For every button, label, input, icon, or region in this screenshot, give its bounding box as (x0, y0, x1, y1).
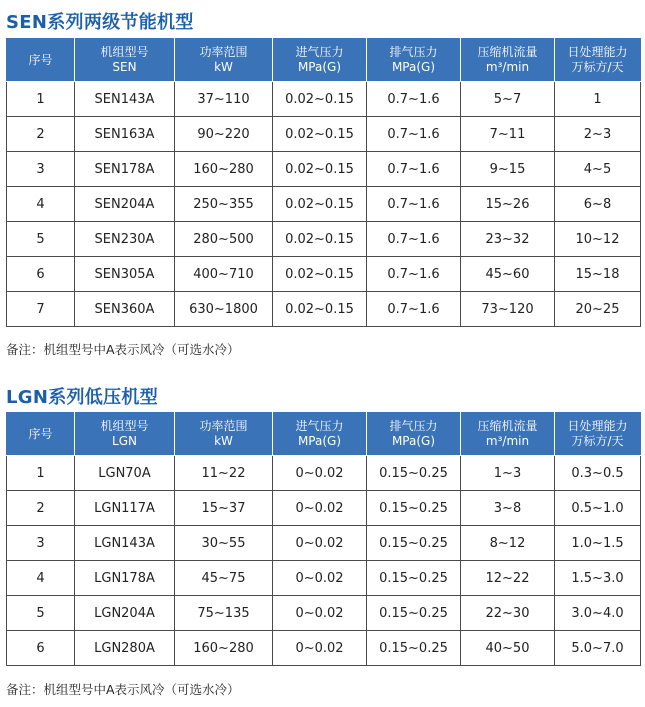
table-cell: LGN70A (75, 456, 175, 491)
table-cell: 0.15~0.25 (367, 596, 461, 631)
column-header (273, 39, 367, 82)
table-cell: 2 (7, 491, 75, 526)
column-header-line: 排气压力 (389, 419, 438, 433)
table-cell: SEN305A (75, 257, 175, 292)
table-cell: 10~12 (555, 222, 641, 257)
table-body (7, 82, 641, 327)
table-cell: LGN204A (75, 596, 175, 631)
table-cell: 4 (7, 187, 75, 222)
table-cell: 0.7~1.6 (367, 187, 461, 222)
table-cell: 90~220 (175, 117, 273, 152)
table-cell: 75~135 (175, 596, 273, 631)
column-header-line: kW (214, 434, 233, 448)
table-cell: 0~0.02 (273, 491, 367, 526)
table-cell: 7 (7, 292, 75, 327)
table-cell: 0.15~0.25 (367, 526, 461, 561)
table-cell: 22~30 (461, 596, 555, 631)
table-cell: SEN204A (75, 187, 175, 222)
table-cell: 0.5~1.0 (555, 491, 641, 526)
table-cell: 0.02~0.15 (273, 257, 367, 292)
table-cell: 0.02~0.15 (273, 152, 367, 187)
table-row (7, 456, 641, 491)
table-cell: 0~0.02 (273, 561, 367, 596)
footnote-lgn: 备注：机组型号中A表示风冷（可选水冷） (6, 682, 240, 697)
column-header (367, 413, 461, 456)
table-cell: SEN360A (75, 292, 175, 327)
column-header-line: LGN (112, 434, 137, 448)
table-cell: 9~15 (461, 152, 555, 187)
table-cell: LGN280A (75, 631, 175, 666)
table-cell: 3 (7, 526, 75, 561)
table-row (7, 257, 641, 292)
column-header (555, 39, 641, 82)
column-header-line: 机组型号 (100, 419, 149, 433)
column-header (75, 413, 175, 456)
table-cell: 0.3~0.5 (555, 456, 641, 491)
table-cell: 0.15~0.25 (367, 456, 461, 491)
table-cell: 0.02~0.15 (273, 187, 367, 222)
table-cell: SEN163A (75, 117, 175, 152)
column-header-line: MPa(G) (297, 434, 342, 448)
table-cell: 0.7~1.6 (367, 152, 461, 187)
table-cell: 15~26 (461, 187, 555, 222)
table-cell: 37~110 (175, 82, 273, 117)
table-cell: 1.0~1.5 (555, 526, 641, 561)
table-cell: 6~8 (555, 187, 641, 222)
column-header (461, 39, 555, 82)
table-cell: 0~0.02 (273, 526, 367, 561)
table-cell: 160~280 (175, 631, 273, 666)
table-cell: LGN117A (75, 491, 175, 526)
table-cell: 1 (555, 82, 641, 117)
column-header-line: 压缩机流量 (477, 45, 538, 59)
table-cell: 5 (7, 222, 75, 257)
table-cell: 4 (7, 561, 75, 596)
table-cell: SEN143A (75, 82, 175, 117)
column-header-line: 功率范围 (199, 419, 248, 433)
table-cell: 0.15~0.25 (367, 631, 461, 666)
spec-table-sen (6, 38, 641, 327)
table-cell: 5~7 (461, 82, 555, 117)
table-cell: 400~710 (175, 257, 273, 292)
table-row (7, 491, 641, 526)
table-cell: 73~120 (461, 292, 555, 327)
table-cell: 0~0.02 (273, 456, 367, 491)
column-header-line: 功率范围 (199, 45, 248, 59)
column-header-line: 日处理能力 (567, 45, 628, 59)
column-header (175, 39, 273, 82)
spec-table-lgn (6, 412, 641, 666)
table-row (7, 631, 641, 666)
column-header-line: 序号 (28, 426, 53, 441)
column-header-line: SEN (112, 60, 137, 74)
table-cell: 5.0~7.0 (555, 631, 641, 666)
table-cell: 7~11 (461, 117, 555, 152)
table-cell: 45~75 (175, 561, 273, 596)
table-cell: 8~12 (461, 526, 555, 561)
column-header-line: 进气压力 (295, 45, 344, 59)
table-cell: 20~25 (555, 292, 641, 327)
table-cell: 0.7~1.6 (367, 117, 461, 152)
table-row (7, 561, 641, 596)
table-cell: 0.15~0.25 (367, 561, 461, 596)
table-cell: 0.7~1.6 (367, 222, 461, 257)
table-cell: 6 (7, 631, 75, 666)
column-header (175, 413, 273, 456)
table-cell: 0.7~1.6 (367, 82, 461, 117)
column-header-line: 日处理能力 (567, 419, 628, 433)
column-header (273, 413, 367, 456)
table-row (7, 152, 641, 187)
table-row (7, 222, 641, 257)
column-header (7, 413, 75, 456)
column-header-line: 进气压力 (295, 419, 344, 433)
footnote-sen: 备注：机组型号中A表示风冷（可选水冷） (6, 342, 240, 357)
table-header (7, 39, 641, 82)
table-cell: 1 (7, 82, 75, 117)
table-cell: 0.02~0.15 (273, 292, 367, 327)
column-header-line: MPa(G) (391, 434, 436, 448)
column-header-line: kW (214, 60, 233, 74)
table-cell: 0.02~0.15 (273, 222, 367, 257)
table-header (7, 413, 641, 456)
table-cell: SEN178A (75, 152, 175, 187)
table-cell: 0.7~1.6 (367, 292, 461, 327)
column-header-line: 机组型号 (100, 45, 149, 59)
column-header (555, 413, 641, 456)
section-title-lgn: LGN系列低压机型 (6, 387, 159, 408)
table-cell: 30~55 (175, 526, 273, 561)
table-cell: SEN230A (75, 222, 175, 257)
column-header (75, 39, 175, 82)
table-cell: 15~37 (175, 491, 273, 526)
table-row (7, 596, 641, 631)
table-row (7, 526, 641, 561)
table-cell: 0.7~1.6 (367, 257, 461, 292)
table-cell: 11~22 (175, 456, 273, 491)
table-cell: 3 (7, 152, 75, 187)
table-cell: LGN178A (75, 561, 175, 596)
table-cell: LGN143A (75, 526, 175, 561)
column-header-line: 序号 (28, 52, 53, 67)
table-cell: 1~3 (461, 456, 555, 491)
table-row (7, 292, 641, 327)
header-row (7, 39, 641, 82)
table-cell: 0.02~0.15 (273, 82, 367, 117)
column-header-line: m³/min (485, 434, 530, 448)
table-cell: 2~3 (555, 117, 641, 152)
table-cell: 3.0~4.0 (555, 596, 641, 631)
column-header-line: 压缩机流量 (477, 419, 538, 433)
column-header-line: m³/min (485, 60, 530, 74)
table-cell: 0~0.02 (273, 596, 367, 631)
column-header-line: MPa(G) (297, 60, 342, 74)
column-header (7, 39, 75, 82)
table-cell: 0.02~0.15 (273, 117, 367, 152)
table-cell: 5 (7, 596, 75, 631)
table-cell: 45~60 (461, 257, 555, 292)
table-row (7, 187, 641, 222)
table-cell: 630~1800 (175, 292, 273, 327)
table-row (7, 117, 641, 152)
table-body (7, 456, 641, 666)
column-header-line: 万标方/天 (571, 434, 624, 448)
table-cell: 1 (7, 456, 75, 491)
column-header-line: 万标方/天 (571, 60, 624, 74)
column-header (367, 39, 461, 82)
header-row (7, 413, 641, 456)
table-row (7, 82, 641, 117)
section-title-sen: SEN系列两级节能机型 (6, 12, 194, 33)
table-cell: 12~22 (461, 561, 555, 596)
column-header-line: MPa(G) (391, 60, 436, 74)
column-header-line: 排气压力 (389, 45, 438, 59)
table-cell: 160~280 (175, 152, 273, 187)
table-cell: 2 (7, 117, 75, 152)
table-cell: 1.5~3.0 (555, 561, 641, 596)
column-header (461, 413, 555, 456)
table-cell: 15~18 (555, 257, 641, 292)
table-cell: 250~355 (175, 187, 273, 222)
table-cell: 23~32 (461, 222, 555, 257)
table-cell: 0~0.02 (273, 631, 367, 666)
table-cell: 0.15~0.25 (367, 491, 461, 526)
table-cell: 3~8 (461, 491, 555, 526)
table-cell: 280~500 (175, 222, 273, 257)
table-cell: 6 (7, 257, 75, 292)
table-cell: 4~5 (555, 152, 641, 187)
table-cell: 40~50 (461, 631, 555, 666)
